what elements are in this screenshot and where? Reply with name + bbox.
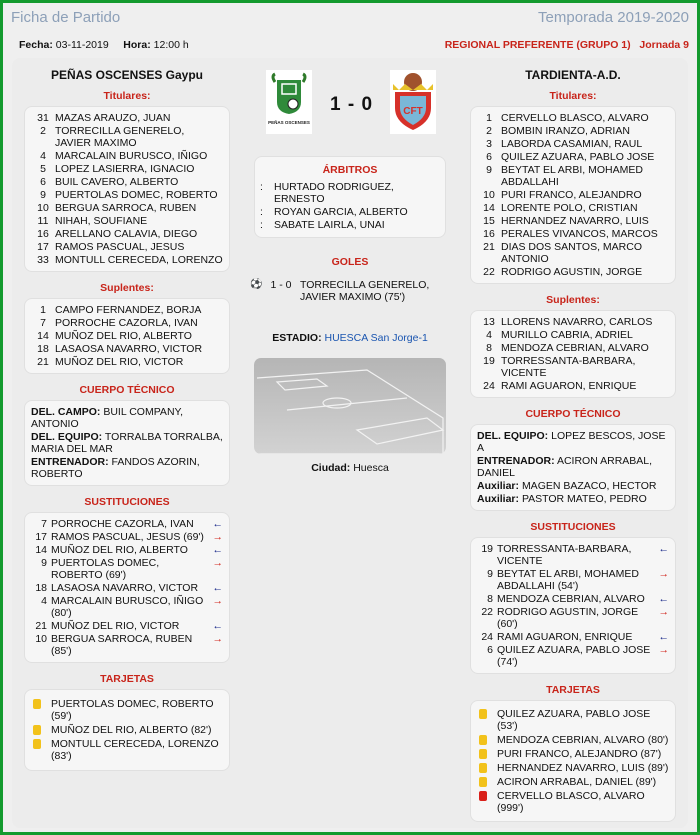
- referee-separator: :: [260, 181, 263, 193]
- player-number: 7: [41, 518, 47, 530]
- staff-name: MAGEN BAZACO, HECTOR: [521, 480, 657, 492]
- away-team-name: TARDIENTA-A.D.: [525, 68, 621, 82]
- staff-name: ACIRON ARRABAL, DANIEL: [477, 455, 653, 479]
- substitution-row: [477, 568, 669, 592]
- player-name: LLORENS NAVARRO, CARLOS: [501, 316, 653, 328]
- player-name: BUIL CAVERO, ALBERTO: [55, 176, 179, 188]
- player-number: 6: [40, 176, 46, 188]
- player-name: MARCALAIN BURUSCO, IÑIGO: [55, 150, 208, 162]
- player-number: 31: [37, 112, 49, 124]
- substitute-row: [477, 329, 669, 341]
- staff-role: Auxiliar:: [477, 480, 520, 492]
- player-name: MENDOZA CEBRIAN, ALVARO: [497, 593, 645, 605]
- player-number: 22: [481, 606, 493, 618]
- player-number: 8: [487, 593, 493, 605]
- player-name: PUERTOLAS DOMEC, ROBERTO (69'): [51, 557, 160, 581]
- away-team-logo: [390, 70, 436, 134]
- player-number: 1: [486, 112, 492, 124]
- home-subs-label: Suplentes:: [100, 282, 154, 294]
- home-subs-list: [24, 298, 230, 374]
- jornada: Jornada 9: [639, 39, 689, 51]
- player-name: RAMOS PASCUAL, JESUS: [55, 241, 185, 253]
- player-name: BEYTAT EL ARBI, MOHAMED ABDALLAHI: [501, 164, 643, 188]
- player-name: PUERTOLAS DOMEC, ROBERTO: [55, 189, 218, 201]
- match-panel: [12, 58, 688, 828]
- city-label: Ciudad:: [311, 462, 351, 474]
- arrow-right-icon: →: [212, 595, 223, 607]
- arrow-right-icon: →: [212, 557, 223, 569]
- arrow-right-icon: →: [658, 606, 669, 618]
- staff-role: ENTRENADOR:: [31, 456, 109, 468]
- arrow-right-icon: →: [212, 531, 223, 543]
- player-name: MUÑOZ DEL RIO, VICTOR: [51, 620, 180, 632]
- player-number: 13: [483, 316, 495, 328]
- card-row: [477, 762, 669, 774]
- player-number: 2: [40, 125, 46, 137]
- arrow-left-icon: ←: [658, 593, 669, 605]
- referee-separator: :: [260, 206, 263, 218]
- substitution-row: [31, 557, 223, 581]
- starter-row: [31, 163, 223, 175]
- stadium-image: [254, 358, 446, 454]
- arrow-left-icon: ←: [212, 544, 223, 556]
- player-name: MUÑOZ DEL RIO, ALBERTO (82'): [51, 724, 212, 736]
- player-name: CAMPO FERNANDEZ, BORJA: [55, 304, 202, 316]
- staff-name: PASTOR MATEO, PEDRO: [521, 493, 647, 505]
- player-number: 9: [41, 557, 47, 569]
- player-number: 1: [40, 304, 46, 316]
- referees-box: [254, 156, 446, 238]
- referee-name: ROYAN GARCIA, ALBERTO: [274, 206, 408, 218]
- substitution-row: [31, 633, 223, 657]
- away-starters-label: Titulares:: [549, 90, 597, 102]
- player-name: RAMOS PASCUAL, JESUS (69'): [51, 531, 204, 543]
- player-number: 21: [35, 620, 47, 632]
- yellow-card-icon: [479, 763, 487, 773]
- player-name: PURI FRANCO, ALEJANDRO: [501, 189, 642, 201]
- player-name: CERVELLO BLASCO, ALVARO: [501, 112, 649, 124]
- player-name: DIAS DOS SANTOS, MARCO ANTONIO: [501, 241, 642, 265]
- substitution-row: [31, 582, 223, 594]
- page-title: Ficha de Partido: [11, 9, 121, 26]
- player-name: MURILLO CABRIA, ADRIEL: [501, 329, 633, 341]
- card-row: [477, 708, 669, 732]
- player-number: 5: [40, 163, 46, 175]
- staff-role: DEL. CAMPO:: [31, 406, 101, 418]
- player-name: BERGUA SARROCA, RUBEN: [55, 202, 197, 214]
- player-name: LASAOSA NAVARRO, VICTOR: [55, 343, 203, 355]
- yellow-card-icon: [33, 739, 41, 749]
- competition-info: [445, 39, 689, 51]
- starter-row: [477, 266, 669, 278]
- player-number: 15: [483, 215, 495, 227]
- player-number: 10: [37, 202, 49, 214]
- player-name: MENDOZA CEBRIAN, ALVARO: [501, 342, 649, 354]
- substitution-row: [477, 644, 669, 668]
- away-subs-list: [470, 310, 676, 398]
- arrow-left-icon: ←: [212, 582, 223, 594]
- player-name: MARCALAIN BURUSCO, IÑIGO (80'): [51, 595, 204, 619]
- player-number: 6: [487, 644, 493, 656]
- card-row: [477, 748, 669, 760]
- card-row: [31, 698, 223, 722]
- away-staff-list: [470, 424, 676, 511]
- substitution-row: [31, 544, 223, 556]
- player-name: BOMBIN IRANZO, ADRIAN: [501, 125, 630, 137]
- player-number: 6: [486, 151, 492, 163]
- staff-name: BUIL COMPANY, ANTONIO: [31, 406, 184, 430]
- player-name: MAZAS ARAUZO, JUAN: [55, 112, 171, 124]
- stadium-info: [250, 332, 450, 344]
- arrow-left-icon: ←: [658, 543, 669, 555]
- starter-row: [31, 254, 223, 266]
- player-name: MUÑOZ DEL RIO, ALBERTO: [55, 330, 192, 342]
- soccer-ball-icon: ⚽: [250, 279, 263, 290]
- player-name: RAMI AGUARON, ENRIQUE: [501, 380, 637, 392]
- card-row: [477, 734, 669, 746]
- staff-row: [477, 430, 669, 454]
- player-number: 19: [481, 543, 493, 555]
- player-name: LORENTE POLO, CRISTIAN: [501, 202, 638, 214]
- away-crest-icon: [391, 70, 435, 132]
- substitution-row: [31, 595, 223, 619]
- away-cards-list: [470, 700, 676, 822]
- staff-name: TORRALBA TORRALBA, MARIA DEL MAR: [31, 431, 223, 455]
- home-substitutions-label: SUSTITUCIONES: [84, 496, 170, 508]
- home-staff-label: CUERPO TÉCNICO: [79, 384, 175, 396]
- match-center: [250, 64, 450, 822]
- starter-row: [31, 215, 223, 227]
- player-name: NIHAH, SOUFIANE: [55, 215, 148, 227]
- staff-role: ENTRENADOR:: [477, 455, 555, 467]
- stadium-link[interactable]: HUESCA San Jorge-1: [324, 332, 428, 344]
- staff-row: [31, 406, 223, 430]
- home-staff-list: [24, 400, 230, 486]
- card-row: [31, 738, 223, 762]
- player-number: 18: [37, 343, 49, 355]
- player-number: 2: [486, 125, 492, 137]
- away-logo-text: CFT: [403, 106, 423, 117]
- starter-row: [31, 202, 223, 214]
- substitution-row: [31, 531, 223, 543]
- substitute-row: [31, 304, 223, 316]
- starter-row: [31, 228, 223, 240]
- starter-row: [477, 228, 669, 240]
- player-name: PORROCHE CAZORLA, IVAN: [51, 518, 194, 530]
- player-number: 19: [483, 355, 495, 367]
- staff-row: [477, 493, 669, 505]
- player-number: 3: [486, 138, 492, 150]
- player-number: 16: [483, 228, 495, 240]
- substitute-row: [31, 356, 223, 368]
- away-team-column: [470, 64, 676, 822]
- starter-row: [31, 176, 223, 188]
- home-logo-text: PEÑAS OSCENSES: [268, 120, 310, 125]
- player-number: 9: [40, 189, 46, 201]
- player-number: 4: [486, 329, 492, 341]
- player-number: 14: [483, 202, 495, 214]
- goals-label: GOLES: [331, 256, 369, 268]
- city-value: Huesca: [353, 462, 389, 474]
- staff-row: [477, 480, 669, 492]
- date-label: Fecha:: [19, 39, 53, 51]
- player-name: TORRECILLA GENERELO, JAVIER MAXIMO: [55, 125, 185, 149]
- staff-role: DEL. EQUIPO:: [477, 430, 549, 442]
- player-number: 18: [35, 582, 47, 594]
- player-name: RODRIGO AGUSTIN, JORGE (60'): [497, 606, 639, 630]
- red-card-icon: [479, 791, 487, 801]
- player-name: RODRIGO AGUSTIN, JORGE: [501, 266, 643, 278]
- player-name: QUILEZ AZUARA, PABLO JOSE (74'): [497, 644, 651, 668]
- starter-row: [477, 164, 669, 188]
- substitution-row: [31, 518, 223, 530]
- player-number: 8: [486, 342, 492, 354]
- substitute-row: [31, 317, 223, 329]
- starter-row: [477, 112, 669, 124]
- starter-row: [477, 151, 669, 163]
- pitch-icon: [254, 358, 446, 454]
- player-number: 10: [35, 633, 47, 645]
- starter-row: [31, 112, 223, 124]
- player-name: QUILEZ AZUARA, PABLO JOSE: [501, 151, 655, 163]
- arrow-right-icon: →: [658, 568, 669, 580]
- starter-row: [477, 241, 669, 265]
- competition: REGIONAL PREFERENTE (GRUPO 1): [444, 39, 631, 51]
- away-substitutions-list: [470, 537, 676, 674]
- card-row: [477, 776, 669, 788]
- player-name: LABORDA CASAMIAN, RAUL: [501, 138, 643, 150]
- player-name: ARELLANO CALAVIA, DIEGO: [55, 228, 198, 240]
- player-number: 24: [483, 380, 495, 392]
- substitution-row: [31, 620, 223, 632]
- substitution-row: [477, 593, 669, 605]
- player-number: 9: [487, 568, 493, 580]
- player-number: 17: [37, 241, 49, 253]
- home-team-name: PEÑAS OSCENSES Gaypu: [50, 68, 204, 82]
- player-name: QUILEZ AZUARA, PABLO JOSE (53'): [497, 708, 651, 732]
- player-name: PERALES VIVANCOS, MARCOS: [501, 228, 658, 240]
- city-info: [250, 462, 450, 474]
- player-number: 4: [41, 595, 47, 607]
- starter-row: [31, 189, 223, 201]
- player-number: 4: [40, 150, 46, 162]
- substitute-row: [31, 330, 223, 342]
- player-name: TORRESSANTA-BARBARA, VICENTE: [501, 355, 636, 379]
- staff-row: [31, 456, 223, 480]
- player-number: 7: [40, 317, 46, 329]
- time-value: 12:00 h: [153, 39, 189, 51]
- player-name: LOPEZ LASIERRA, IGNACIO: [55, 163, 195, 175]
- starter-row: [477, 202, 669, 214]
- player-number: 22: [483, 266, 495, 278]
- referee-row: [260, 206, 440, 218]
- starter-row: [31, 125, 223, 149]
- substitute-row: [477, 380, 669, 392]
- staff-role: Auxiliar:: [477, 493, 520, 505]
- player-name: MONTULL CERECEDA, LORENZO: [55, 254, 223, 266]
- starter-row: [31, 241, 223, 253]
- card-row: [477, 790, 669, 814]
- substitution-row: [477, 631, 669, 643]
- player-name: TORRESSANTA-BARBARA, VICENTE: [497, 543, 632, 567]
- substitute-row: [477, 355, 669, 379]
- starter-row: [477, 125, 669, 137]
- goal-row: [250, 279, 450, 303]
- player-number: 16: [37, 228, 49, 240]
- away-substitutions-label: SUSTITUCIONES: [530, 521, 616, 533]
- player-name: BERGUA SARROCA, RUBEN (85'): [51, 633, 193, 657]
- score: 1 - 0: [330, 94, 374, 115]
- yellow-card-icon: [479, 749, 487, 759]
- yellow-card-icon: [479, 735, 487, 745]
- date-value: 03-11-2019: [55, 39, 109, 51]
- stadium-label: ESTADIO:: [272, 332, 322, 344]
- referee-row: [260, 219, 440, 231]
- substitute-row: [477, 342, 669, 354]
- yellow-card-icon: [33, 699, 41, 709]
- arrow-right-icon: →: [658, 644, 669, 656]
- player-number: 21: [483, 241, 495, 253]
- arrow-right-icon: →: [212, 633, 223, 645]
- substitution-row: [477, 606, 669, 630]
- referee-separator: :: [260, 219, 263, 231]
- card-row: [31, 724, 223, 736]
- yellow-card-icon: [479, 777, 487, 787]
- goals-list: [250, 278, 450, 304]
- player-name: PURI FRANCO, ALEJANDRO (87'): [497, 748, 662, 760]
- goal-scorer: TORRECILLA GENERELO, JAVIER MAXIMO (75'): [300, 279, 430, 303]
- player-name: LASAOSA NAVARRO, VICTOR: [51, 582, 199, 594]
- starter-row: [477, 215, 669, 227]
- player-name: PORROCHE CAZORLA, IVAN: [55, 317, 198, 329]
- home-starters-label: Titulares:: [103, 90, 151, 102]
- player-number: 17: [35, 531, 47, 543]
- home-starters-list: [24, 106, 230, 272]
- referee-name: SABATE LAIRLA, UNAI: [274, 219, 385, 231]
- home-team-column: [24, 64, 230, 822]
- substitution-row: [477, 543, 669, 567]
- away-cards-label: TARJETAS: [546, 684, 600, 696]
- home-cards-list: [24, 689, 230, 771]
- player-name: HERNANDEZ NAVARRO, LUIS: [501, 215, 649, 227]
- player-number: 14: [35, 544, 47, 556]
- starter-row: [477, 189, 669, 201]
- player-name: ACIRON ARRABAL, DANIEL (89'): [497, 776, 657, 788]
- player-number: 33: [37, 254, 49, 266]
- player-name: MUÑOZ DEL RIO, VICTOR: [55, 356, 184, 368]
- season-title: Temporada 2019-2020: [538, 9, 689, 26]
- referees-label: ÁRBITROS: [322, 164, 378, 176]
- arrow-left-icon: ←: [212, 620, 223, 632]
- player-name: MONTULL CERECEDA, LORENZO (83'): [51, 738, 219, 762]
- away-subs-label: Suplentes:: [546, 294, 600, 306]
- player-name: PUERTOLAS DOMEC, ROBERTO (59'): [51, 698, 214, 722]
- starter-row: [477, 138, 669, 150]
- goal-score: 1 - 0: [270, 279, 292, 291]
- player-name: BEYTAT EL ARBI, MOHAMED ABDALLAHI (54'): [497, 568, 639, 592]
- player-number: 14: [37, 330, 49, 342]
- player-number: 24: [481, 631, 493, 643]
- arrow-left-icon: ←: [658, 631, 669, 643]
- player-number: 9: [486, 164, 492, 176]
- yellow-card-icon: [33, 725, 41, 735]
- referee-name: HURTADO RODRIGUEZ, ERNESTO: [274, 181, 394, 205]
- player-name: HERNANDEZ NAVARRO, LUIS (89'): [497, 762, 669, 774]
- yellow-card-icon: [479, 709, 487, 719]
- player-name: RAMI AGUARON, ENRIQUE: [497, 631, 633, 643]
- match-date-time: [19, 39, 189, 51]
- home-cards-label: TARJETAS: [100, 673, 154, 685]
- time-label: Hora:: [123, 39, 151, 51]
- player-name: MENDOZA CEBRIAN, ALVARO (80'): [497, 734, 669, 746]
- player-number: 10: [483, 189, 495, 201]
- staff-row: [477, 455, 669, 479]
- player-number: 21: [37, 356, 49, 368]
- substitute-row: [31, 343, 223, 355]
- starter-row: [31, 150, 223, 162]
- away-starters-list: [470, 106, 676, 284]
- home-team-logo: [266, 70, 312, 134]
- player-number: 11: [37, 215, 49, 227]
- staff-role: DEL. EQUIPO:: [31, 431, 103, 443]
- home-crest-icon: [266, 70, 312, 134]
- substitute-row: [477, 316, 669, 328]
- staff-name: LOPEZ BESCOS, JOSE A: [477, 430, 666, 454]
- staff-name: FANDOS AZORIN, ROBERTO: [31, 456, 200, 480]
- away-staff-label: CUERPO TÉCNICO: [525, 408, 621, 420]
- logos-and-score: [250, 70, 450, 146]
- player-name: MUÑOZ DEL RIO, ALBERTO: [51, 544, 188, 556]
- player-name: CERVELLO BLASCO, ALVARO (999'): [497, 790, 645, 814]
- referee-row: [260, 181, 440, 205]
- arrow-left-icon: ←: [212, 518, 223, 530]
- staff-row: [31, 431, 223, 455]
- home-substitutions-list: [24, 512, 230, 663]
